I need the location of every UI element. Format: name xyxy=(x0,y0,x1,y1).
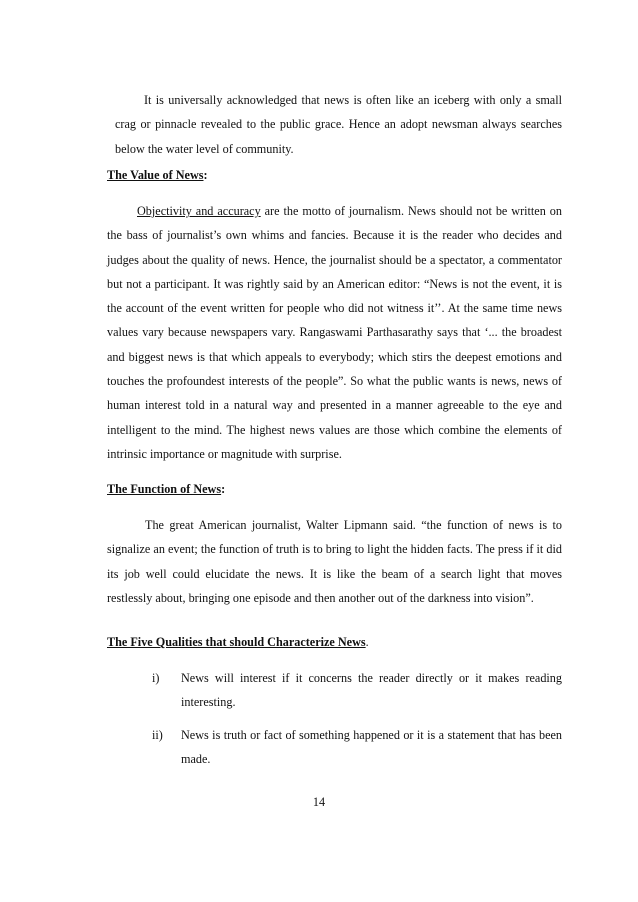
list-item-number: i) xyxy=(152,671,160,685)
intro-paragraph xyxy=(115,88,562,161)
list-item-number: ii) xyxy=(152,728,163,742)
heading-value-of-news-suffix: : xyxy=(203,168,208,182)
function-body-text: The great American journalist, Walter Lipmann said. “the function of news is to signalize an event; the function of truth is to bring to light the hidden facts. The press if it did its job well could elucidate the news. It is like the beam of a search light that moves restlessly about, bringing one episode and then another out of the darkness into vision”. xyxy=(107,518,562,605)
heading-value-of-news-text: The Value of News xyxy=(107,168,204,182)
heading-value-of-news xyxy=(107,167,208,183)
page-number: 14 xyxy=(312,795,326,809)
value-paragraph xyxy=(107,199,562,466)
value-body-text: are the motto of journalism. News should not be written on the bass of journalist’s own whims and fancies. Because it is the reader who decides and judges about the quality of news. Hence, the journalist should be a spectator, a commentator but not a participant. It was rightly said by an American editor: “News is not the event, it is the account of the event written for people who did not witness it’’. At the same time news values vary because newspapers vary. Rangaswami Parthasarathy says that ‘... the broadest and biggest news is that which appeals to everybody; which stirs the deepest emotions and touches the profoundest interests of the people”. So what the public wants is news, news of human interest told in a natural way and presented in a manner agreeable to the eye and intelligent to the mind. The highest news values are those which combine the elements of intrinsic importance or magnitude with surprise. xyxy=(107,204,562,461)
list-item xyxy=(152,666,562,715)
heading-five-qualities xyxy=(107,634,369,650)
heading-function-of-news-suffix: : xyxy=(221,482,226,496)
function-paragraph xyxy=(107,513,562,610)
list-item xyxy=(152,723,562,772)
list-item-text: News will interest if it concerns the reader directly or it makes reading interesting. xyxy=(181,671,562,710)
value-lead-underlined: Objectivity and accuracy xyxy=(137,204,261,218)
heading-five-qualities-text: The Five Qualities that should Characterize News xyxy=(107,635,366,649)
intro-text: It is universally acknowledged that news is often like an iceberg with only a small crag or pinnacle revealed to the public grace. Hence an adopt newsman always searches below the water level of community. xyxy=(115,93,562,156)
heading-five-qualities-suffix: . xyxy=(365,635,369,649)
heading-function-of-news xyxy=(107,481,225,497)
heading-function-of-news-text: The Function of News xyxy=(107,482,222,496)
list-item-text: News is truth or fact of something happened or it is a statement that has been made. xyxy=(181,728,562,767)
